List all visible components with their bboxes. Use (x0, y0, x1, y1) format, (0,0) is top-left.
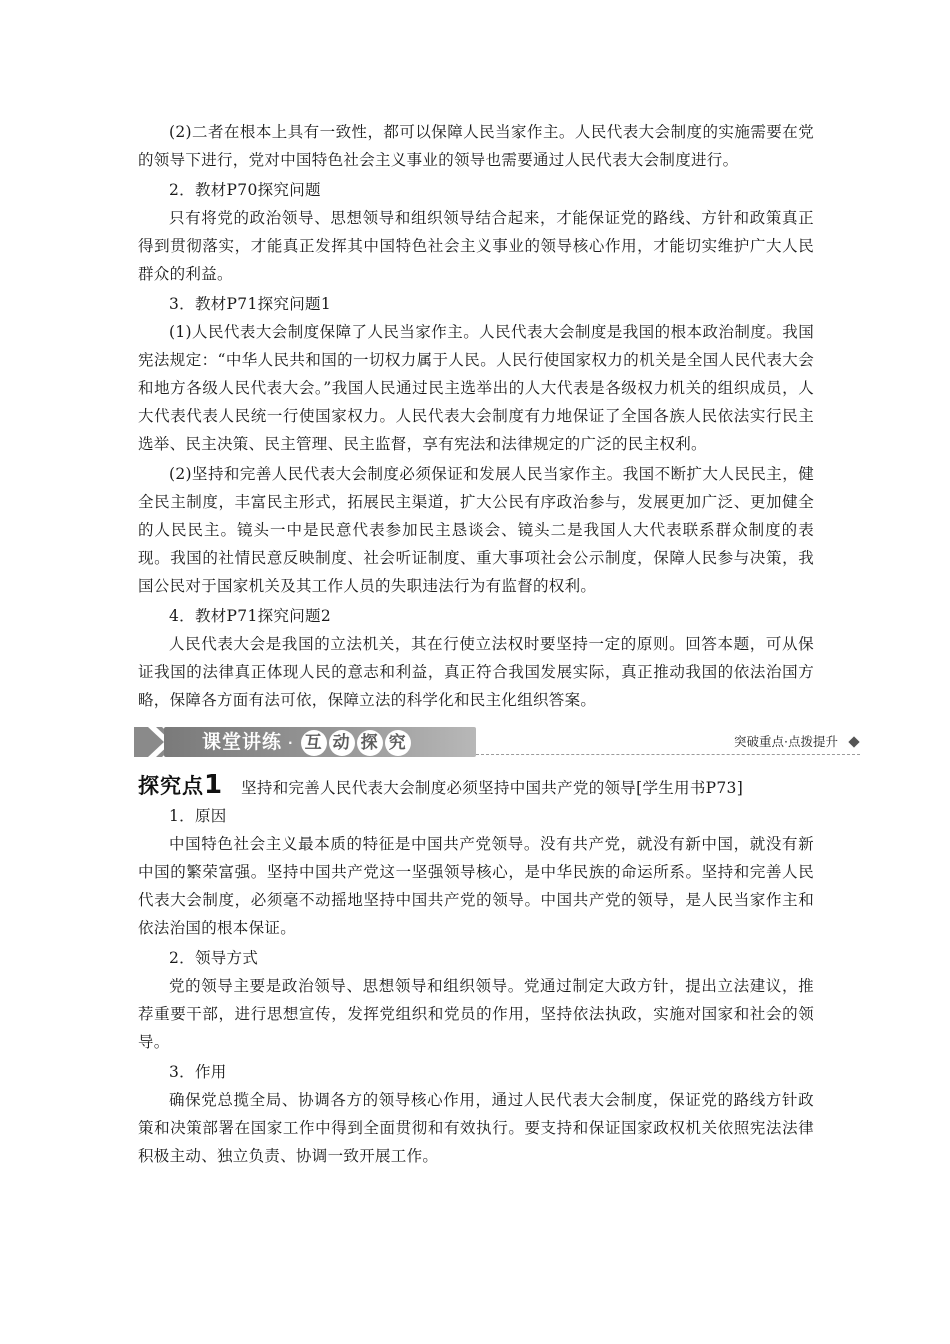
section-heading: 1．原因 (169, 807, 227, 825)
explore-point-number: 1 (204, 770, 224, 800)
explore-point-word: 探究点 (138, 774, 204, 798)
diamond-icon (848, 736, 859, 747)
section-heading: 3．作用 (169, 1063, 227, 1081)
answer-paragraph: 人民代表大会是我国的立法机关，其在行使立法权时要坚持一定的原则。回答本题，可从保证我国的法律真正体现人民的意志和利益，真正符合我国发展实际，真正推动我国的依法治国方略，保障各方面有法可依，保障立法的科学化和民主化组织答案。 (138, 635, 814, 709)
body-paragraph: 中国特色社会主义最本质的特征是中国共产党领导。没有共产党，就没有新中国，就没有新中国的繁荣富强。坚持中国共产党这一坚强领导核心，是中华民族的命运所系。坚持和完善人民代表大会制度，必须毫不动摇地坚持中国共产党的领导。中国共产党的领导，是人民当家作主和依法治国的根本保证。 (138, 835, 814, 937)
answer-paragraph: (1)人民代表大会制度保障了人民当家作主。人民代表大会制度是我国的根本政治制度。我国宪法规定：“中华人民共和国的一切权力属于人民。人民行使国家权力的机关是全国人民代表大会和地方各级人民代表大会。”我国人民通过民主选举出的人大代表是各级权力机关的组织成员，人大代表代表人民统一行使国家权力。人民代表大会制度有力地保证了全国各族人民依法实行民主选举、民主决策、民主管理、民主监督，享有宪法和法律规定的广泛的民主权利。 (138, 323, 814, 453)
answer-paragraph: (2)坚持和完善人民代表大会制度必须保证和发展人民当家作主。我国不断扩大人民民主，健全民主制度，丰富民主形式，拓展民主渠道，扩大公民有序政治参与，发展更加广泛、更加健全的人民民主。镜头一中是民意代表参加民主恳谈会、镜头二是我国人大代表联系群众制度的表现。我国的社情民意反映制度、社会听证制度、重大事项社会公示制度，保障人民参与决策，我国公民对于国家机关及其工作人员的失职违法行为有监督的权利。 (138, 465, 814, 595)
section-heading: 3．教材P71探究问题1 (169, 295, 331, 313)
banner-dashed-line (476, 754, 860, 755)
banner-char: 动 (329, 730, 355, 756)
banner-char: 互 (301, 730, 327, 756)
answer-paragraph: 只有将党的政治领导、思想领导和组织领导结合起来，才能保证党的路线、方针和政策真正得到贯彻落实，才能真正发挥其中国特色社会主义事业的领导核心作用，才能切实维护广大人民群众的利益。 (138, 209, 814, 283)
answer-paragraph: (2)二者在根本上具有一致性，都可以保障人民当家作主。人民代表大会制度的实施需要在党的领导下进行，党对中国特色社会主义事业的领导也需要通过人民代表大会制度进行。 (138, 123, 814, 169)
banner-char: 探 (357, 730, 383, 756)
body-paragraph: 党的领导主要是政治领导、思想领导和组织领导。党通过制定大政方针，提出立法建议，推荐重要干部，进行思想宣传，发挥党组织和党员的作用，坚持依法执政，实施对国家和社会的领导。 (138, 977, 814, 1051)
banner-subtitle: 突破重点·点拨提升 (734, 734, 838, 749)
section-heading: 2．教材P70探究问题 (169, 181, 321, 199)
section-heading: 2．领导方式 (169, 949, 259, 967)
explore-point-label (138, 770, 223, 800)
section-heading: 4．教材P71探究问题2 (169, 607, 331, 625)
explore-point-text: 坚持和完善人民代表大会制度必须坚持中国共产党的领导[学生用书P73] (241, 779, 744, 797)
body-paragraph: 确保党总揽全局、协调各方的领导核心作用，通过人民代表大会制度，保证党的路线方针政策和决策部署在国家工作中得到全面贯彻和有效执行。要支持和保证国家政权机关依照宪法法律积极主动、独立负责、协调一致开展工作。 (138, 1091, 814, 1165)
explore-point-title (138, 770, 814, 800)
banner-separator: · (288, 735, 294, 750)
banner-left-text: 课堂讲练 (202, 731, 283, 753)
page-content (138, 118, 838, 1170)
section-banner (134, 724, 860, 764)
banner-title (202, 727, 412, 757)
banner-char: 究 (385, 730, 411, 756)
